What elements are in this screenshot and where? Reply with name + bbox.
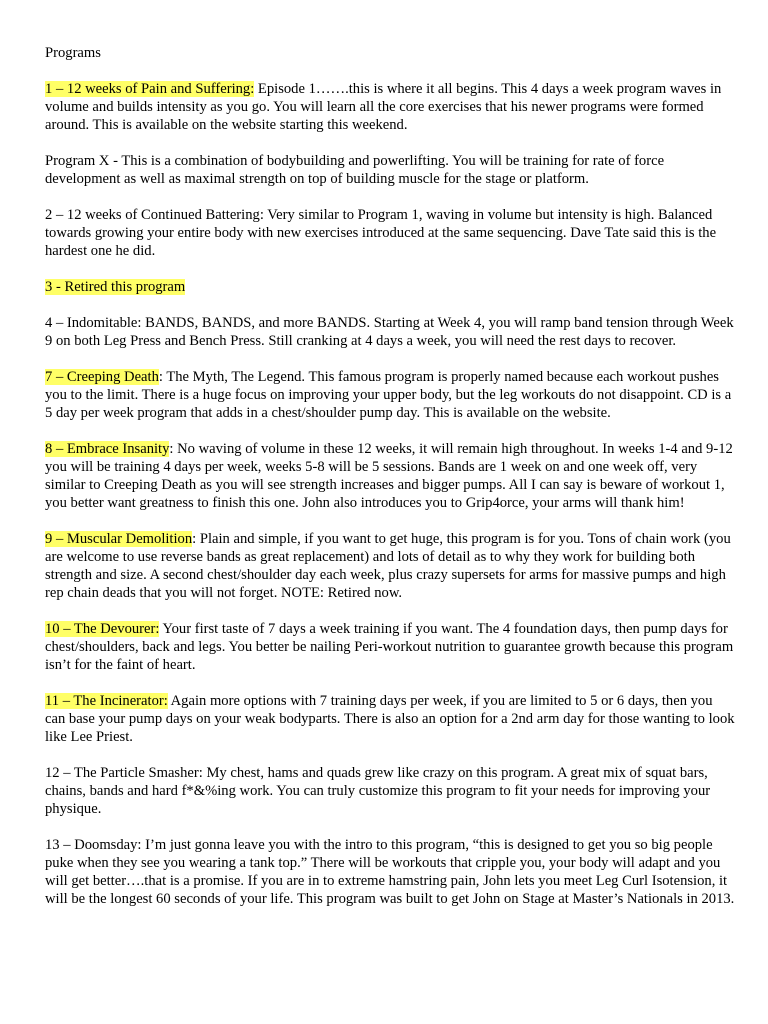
paragraph-label-highlighted: 3 - Retired this program — [45, 279, 186, 295]
document-page — [45, 44, 735, 926]
paragraph-program-11 — [45, 692, 735, 746]
paragraph-label-highlighted: 8 – Embrace Insanity — [45, 441, 170, 457]
paragraph-text: 2 – 12 weeks of Continued Battering: Very similar to Program 1, waving in volume but intensity is high. Balanced towards growing your entire body with new exercises introduced at the same sequencing. Dave Tate said this is the hardest one he did. — [45, 207, 717, 259]
paragraph-program-12 — [45, 764, 735, 818]
paragraph-program-9 — [45, 530, 735, 602]
document-title: Programs — [45, 45, 101, 61]
paragraph-text: : Plain and simple, if you want to get huge, this program is for you. Tons of chain work (you are welcome to use reverse bands as great replacement) and lots of detail as to why they work for building both strength and size. A second chest/shoulder day each week, plus crazy supersets for arms for massive pumps and high rep chain deads that you will not forget. NOTE: Retired now. — [45, 531, 731, 601]
paragraph-text: Again more options with 7 training days per week, if you are limited to 5 or 6 days, then you can base your pump days on your weak bodyparts. There is also an option for a 2nd arm day for those wanting to look like Lee Priest. — [45, 693, 735, 745]
paragraph-label-highlighted: 9 – Muscular Demolition — [45, 531, 193, 547]
paragraph-text: : No waving of volume in these 12 weeks, it will remain high throughout. In weeks 1-4 and 9-12 you will be training 4 days per week, weeks 5-8 will be 5 sessions. Bands are 1 week on and one week off, very similar to Creeping Death as you will see strength increases and bigger pumps. All I can say is beware of workout 1, you better want greatness to finish this one. John also introduces you to Grip4orce, your arms will thank him! — [45, 441, 733, 511]
paragraph-text: Episode 1…….this is where it all begins. This 4 days a week program waves in volume and builds intensity as you go. You will learn all the core exercises that his newer programs were formed around. This is available on the website starting this weekend. — [45, 81, 722, 133]
paragraph-program-4 — [45, 314, 735, 350]
paragraph-label-highlighted: 11 – The Incinerator: — [45, 693, 168, 709]
paragraph-text: Your first taste of 7 days a week training if you want. The 4 foundation days, then pump days for chest/shoulders, back and legs. You better be nailing Peri-workout nutrition to guarantee growth because this program isn’t for the faint of heart. — [45, 621, 734, 673]
paragraph-label-highlighted: 7 – Creeping Death — [45, 369, 159, 385]
paragraph-program-8 — [45, 440, 735, 512]
paragraph-program-x — [45, 152, 735, 188]
paragraph-text: 13 – Doomsday: I’m just gonna leave you with the intro to this program, “this is designed to get you so big people puke when they see you wearing a tank top.” There will be workouts that cripple you, your body will adapt and you will get better….that is a promise. If you are in to extreme hamstring pain, John lets you meet Leg Curl Isotension, it will be the longest 60 seconds of your life. This program was built to get John on Stage at Master’s Nationals in 2013. — [45, 837, 735, 907]
paragraph-text: : The Myth, The Legend. This famous program is properly named because each workout pushes you to the limit. There is a huge focus on improving your upper body, but the leg workouts do not disappoint. CD is a 5 day per week program that adds in a chest/shoulder pump day. This is available on the website. — [45, 369, 732, 421]
paragraph-program-10 — [45, 620, 735, 674]
paragraph-text: Program X - This is a combination of bodybuilding and powerlifting. You will be training for rate of force development as well as maximal strength on top of building muscle for the stage or platform. — [45, 153, 665, 187]
paragraph-program-2 — [45, 206, 735, 260]
paragraph-label-highlighted: 10 – The Devourer: — [45, 621, 160, 637]
paragraph-program-7 — [45, 368, 735, 422]
paragraph-program-3 — [45, 278, 735, 296]
paragraph-text: 12 – The Particle Smasher: My chest, hams and quads grew like crazy on this program. A great mix of squat bars, chains, bands and hard f*&%ing work. You can truly customize this program to fit your needs for improving your physique. — [45, 765, 711, 817]
paragraph-program-1 — [45, 80, 735, 134]
paragraph-label-highlighted: 1 – 12 weeks of Pain and Suffering: — [45, 81, 255, 97]
paragraph-text: 4 – Indomitable: BANDS, BANDS, and more BANDS. Starting at Week 4, you will ramp band tension through Week 9 on both Leg Press and Bench Press. Still cranking at 4 days a week, you will need the rest days to recover. — [45, 315, 734, 349]
paragraph-program-13 — [45, 836, 735, 908]
